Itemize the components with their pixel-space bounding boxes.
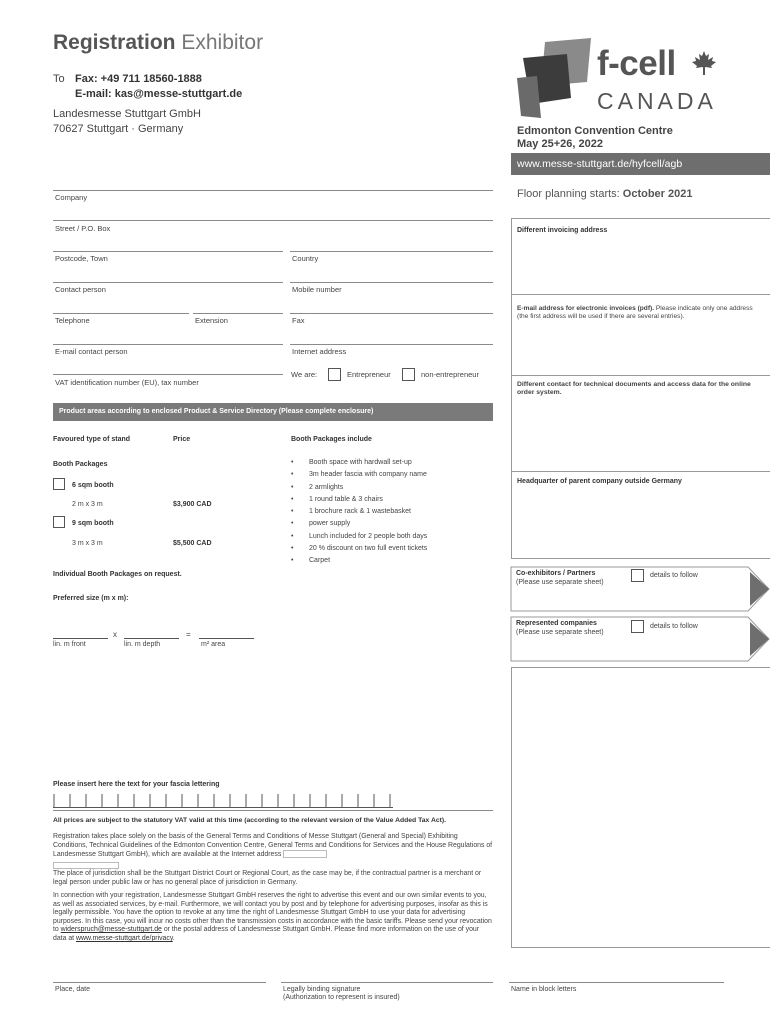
includes-list xyxy=(291,457,491,568)
include-item: • 20 % discount on two full event tickets xyxy=(291,543,491,555)
fascia-tick-marks xyxy=(53,794,403,808)
jurisdiction-paragraph: The place of jurisdiction shall be the Stuttgart District Court or Regional Court, as the case may be, if the contractual partner is a merchant or legal person under public law or has no general place of jurisdiction in Germany. xyxy=(53,870,482,886)
address-line-1: Landesmesse Stuttgart GmbH xyxy=(53,108,201,120)
non-entrepreneur-label: non-entrepreneur xyxy=(421,370,479,379)
fax-number: Fax: +49 711 18560-1888 xyxy=(75,73,202,85)
col-stand-type: Favoured type of stand xyxy=(53,436,131,443)
url-bar xyxy=(511,153,770,175)
address-line-2: 70627 Stuttgart · Germany xyxy=(53,123,184,135)
product-banner-text: Product areas according to enclosed Product & Service Directory (Please complete enclosure) xyxy=(59,408,374,415)
f-cell-canada-logo xyxy=(515,38,725,118)
contact-person-field[interactable]: Contact person xyxy=(55,285,106,294)
page-title xyxy=(53,31,263,55)
floor-planning-label: Floor planning starts: xyxy=(517,188,620,200)
einvoice-bold: E-mail address for electronic invoices (pdf). xyxy=(517,305,655,312)
include-item: • 1 round table & 3 chairs xyxy=(291,494,491,506)
include-item: • 2 armlights xyxy=(291,482,491,494)
einvoice-rest: Please indicate only one address (the first address will be used if there are several entries). xyxy=(517,305,753,320)
col-price: Price xyxy=(173,436,191,443)
privacy-paragraph xyxy=(53,892,493,944)
event-url[interactable]: www.messe-stuttgart.de/hyfcell/agb xyxy=(517,158,683,170)
event-dates: May 25+26, 2022 xyxy=(517,138,603,150)
include-item: • Carpet xyxy=(291,555,491,567)
einvoice-field[interactable] xyxy=(517,305,765,321)
represented-checkbox[interactable] xyxy=(631,620,644,633)
vat-field[interactable]: VAT identification number (EU), tax number xyxy=(55,378,199,387)
fascia-label: Please insert here the text for your fascia lettering xyxy=(53,781,220,788)
signature-field[interactable]: Legally binding signature xyxy=(283,986,361,993)
logo-mark-icon xyxy=(515,38,600,118)
pkg1-dims: 2 m x 3 m xyxy=(72,501,103,508)
privacy-end: . xyxy=(172,934,175,942)
logo-word: f-cell xyxy=(597,44,676,83)
area-input[interactable] xyxy=(199,630,254,639)
depth-length-input[interactable] xyxy=(124,630,179,639)
pkg2-name: 9 sqm booth xyxy=(72,520,114,527)
email-contact-field[interactable]: E-mail contact person xyxy=(55,347,128,356)
include-item: • power supply xyxy=(291,518,491,530)
fascia-lettering-input[interactable] xyxy=(53,794,403,808)
mobile-field[interactable]: Mobile number xyxy=(292,285,342,294)
lin-depth-label: lin. m depth xyxy=(124,641,161,648)
terms-url-box-2[interactable] xyxy=(53,862,119,869)
additional-info-box[interactable] xyxy=(511,667,770,948)
privacy-link[interactable]: www.messe-stuttgart.de/privacy xyxy=(76,934,173,942)
entrepreneur-label: Entrepreneur xyxy=(347,370,391,379)
privacy-text-b: or the postal address of Landesmesse Stuttgart GmbH. Please find more information on the use of your data at xyxy=(53,926,480,942)
col-includes: Booth Packages include xyxy=(291,436,372,443)
place-date-field[interactable]: Place, date xyxy=(55,986,91,993)
technical-contact-field[interactable]: Different contact for technical documents and access data for the online order system. xyxy=(517,381,751,396)
entrepreneur-checkbox[interactable] xyxy=(328,368,341,381)
coexhibitors-title: Co-exhibitors / Partners xyxy=(516,570,596,577)
company-field[interactable]: Company xyxy=(55,193,88,202)
represented-title: Represented companies xyxy=(516,620,597,627)
terms-paragraph xyxy=(53,833,493,860)
non-entrepreneur-checkbox[interactable] xyxy=(402,368,415,381)
include-item: • Lunch included for 2 people both days xyxy=(291,531,491,543)
pkg2-checkbox[interactable] xyxy=(53,516,65,528)
country-field[interactable]: Country xyxy=(292,254,319,263)
name-block-letters-field[interactable]: Name in block letters xyxy=(511,986,577,993)
internet-field[interactable]: Internet address xyxy=(292,347,347,356)
include-item: • 3m header fascia with company name xyxy=(291,469,491,481)
coexhibitors-sub: (Please use separate sheet) xyxy=(516,579,604,586)
we-are-label: We are: xyxy=(291,370,318,379)
front-length-input[interactable] xyxy=(53,630,108,639)
pkg1-checkbox[interactable] xyxy=(53,478,65,490)
invoice-address-field[interactable]: Different invoicing address xyxy=(517,227,608,234)
booth-packages-heading: Booth Packages xyxy=(53,461,108,468)
individual-note: Individual Booth Packages on request. xyxy=(53,571,182,578)
email-address: E-mail: kas@messe-stuttgart.de xyxy=(75,88,243,100)
title-bold: Registration xyxy=(53,31,176,54)
extension-field[interactable]: Extension xyxy=(195,316,228,325)
pkg1-name: 6 sqm booth xyxy=(72,482,114,489)
signature-note: (Authorization to represent is insured) xyxy=(283,994,400,1001)
telephone-field[interactable]: Telephone xyxy=(55,316,90,325)
preferred-size-label: Preferred size (m x m): xyxy=(53,595,129,602)
floor-planning-date: October 2021 xyxy=(622,188,693,200)
represented-details: details to follow xyxy=(650,623,698,630)
pkg1-price: $3,900 CAD xyxy=(173,501,212,508)
fax-field[interactable]: Fax xyxy=(292,316,305,325)
include-item: • 1 brochure rack & 1 wastebasket xyxy=(291,506,491,518)
times-sign: x xyxy=(113,630,117,639)
equals-sign: = xyxy=(186,630,191,639)
include-item: • Booth space with hardwall set-up xyxy=(291,457,491,469)
event-venue: Edmonton Convention Centre xyxy=(517,125,673,137)
pkg2-price: $5,500 CAD xyxy=(173,540,212,547)
pkg2-dims: 3 m x 3 m xyxy=(72,540,103,547)
hq-outside-germany-field[interactable]: Headquarter of parent company outside Germany xyxy=(517,478,682,485)
area-label: m² area xyxy=(201,641,226,648)
street-field[interactable]: Street / P.O. Box xyxy=(55,224,111,233)
postcode-field[interactable]: Postcode, Town xyxy=(55,254,108,263)
coexhibitors-details: details to follow xyxy=(650,572,698,579)
revocation-email-link[interactable]: widerspruch@messe-stuttgart.de xyxy=(60,926,162,934)
terms-text: Registration takes place solely on the basis of the General Terms and Conditions of Messe Stuttgart (General and Special) Exhibiting Conditions, Technical Guidelines of the Edmonton Convention Centre, General Terms and Conditions for Services and the House Regulations of Landesmesse Stuttgart GmbH), which are available at the Internet address xyxy=(53,833,493,859)
product-banner xyxy=(53,403,493,421)
logo-sub: CANADA xyxy=(597,88,717,114)
maple-leaf-icon xyxy=(691,50,717,76)
terms-url-box[interactable] xyxy=(283,850,327,858)
lin-front-label: lin. m front xyxy=(53,641,86,648)
privacy-text-a: In connection with your registration, Landesmesse Stuttgart GmbH reserves the right to advertise this event and our own similar events to you, as well as associated services, by e-mail. Furthermore, we will contact you by post and by telephone for advertising purposes, insofar as this is legally permissible. You have the option to revoke at any time the right of Landesmesse Stuttgart GmbH to use your data for advertising purposes. In this case, you will incur no costs other than the transmission costs in accordance with the basic tariffs. Please send your revocation to xyxy=(53,892,492,934)
coexhibitors-checkbox[interactable] xyxy=(631,569,644,582)
floor-planning xyxy=(517,188,692,200)
title-light: Exhibitor xyxy=(181,31,264,54)
to-label: To xyxy=(53,73,65,85)
represented-sub: (Please use separate sheet) xyxy=(516,629,604,636)
vat-note: All prices are subject to the statutory VAT valid at this time (according to the relevant version of the Value Added Tax Act). xyxy=(53,817,447,824)
